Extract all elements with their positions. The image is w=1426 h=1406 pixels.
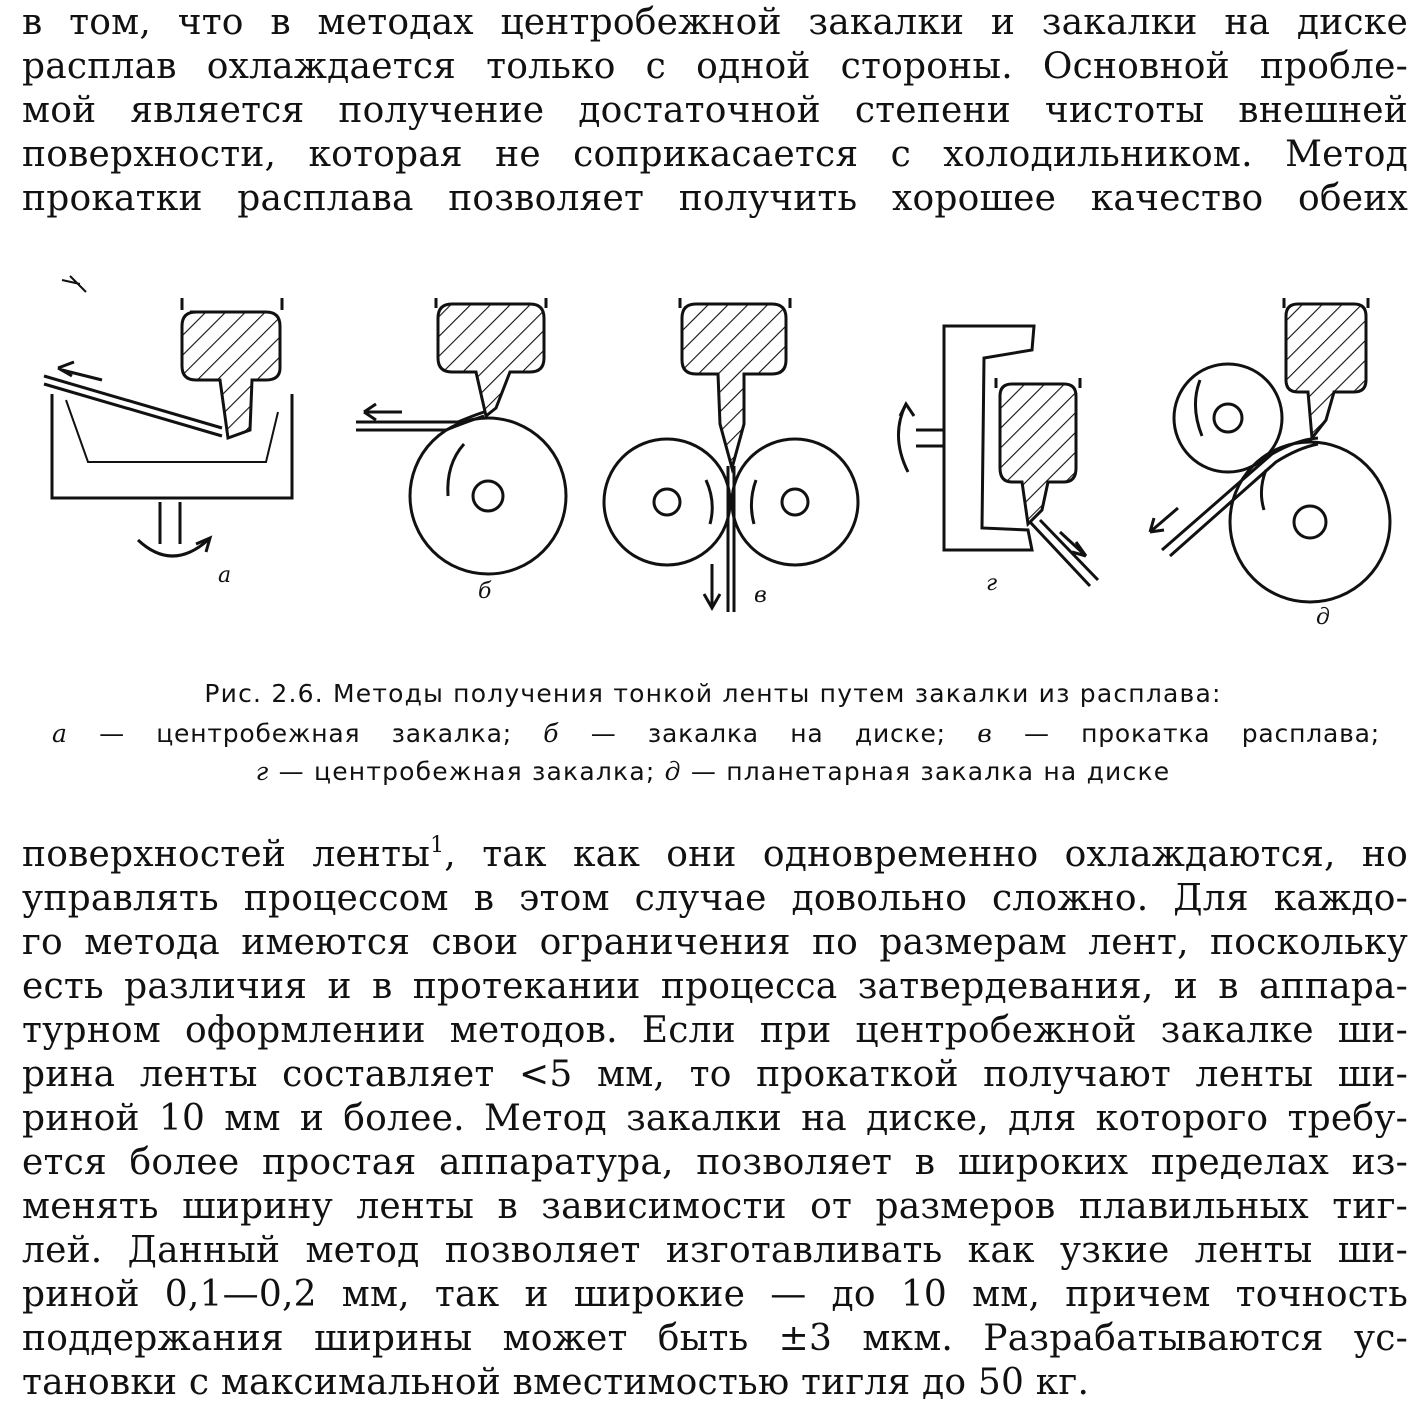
- panel-label-d: д: [1316, 605, 1330, 630]
- text-bottom-line: риной 0,1—0,2 мм, так и широкие — до 10 мм, причем точность: [22, 1274, 1408, 1315]
- diagram-panel-v: [604, 298, 858, 612]
- caption-item-b: — закалка на диске;: [590, 719, 946, 748]
- panel-label-a: а: [218, 563, 232, 588]
- caption-item-v: — прокатка расплава;: [1023, 719, 1381, 748]
- text-bottom-line: го метода имеются свои ограничения по размерам лент, поскольку: [22, 922, 1408, 963]
- caption-item-d: — планетарная закалка на диске: [690, 757, 1171, 786]
- figure-2-6: [0, 240, 1426, 660]
- caption-letter-g: г: [255, 757, 270, 786]
- diagram-panel-g: [898, 326, 1098, 596]
- text-top-line: мой является получение достаточной степени чистоты внешней: [22, 90, 1408, 131]
- panel-label-g: г: [986, 571, 998, 596]
- figure-caption-title: Рис. 2.6. Методы получения тонкой ленты путем закалки из расплава:: [204, 679, 1222, 708]
- text-top-line: в том, что в методах центробежной закалки и закалки на диске: [22, 2, 1408, 43]
- footnote-marker: 1: [430, 833, 445, 858]
- text-bottom-line: [22, 832, 1408, 878]
- figure-caption-line: [52, 718, 1380, 750]
- text-top-line: прокатки расплава позволяет получить хорошее качество обеих: [22, 178, 1408, 219]
- diagram-panel-a: [44, 276, 292, 588]
- text-bottom-line: рина ленты составляет <5 мм, то прокаткой получают ленты ши-: [22, 1054, 1408, 1095]
- panel-label-b: б: [478, 579, 492, 604]
- text-bottom-line: ется более простая аппаратура, позволяет в широких пределах из-: [22, 1142, 1408, 1183]
- caption-letter-a: а: [52, 719, 68, 748]
- diagram-panel-d: [1150, 298, 1390, 630]
- text-bottom-line: поддержания ширины может быть ±3 мкм. Разрабатываются ус-: [22, 1318, 1408, 1359]
- figure-drawing: [0, 240, 1426, 660]
- caption-letter-v: в: [977, 719, 993, 748]
- text-bottom-line: риной 10 мм и более. Метод закалки на диске, для которого требу-: [22, 1098, 1408, 1139]
- text-bottom-line: лей. Данный метод позволяет изготавливать как узкие ленты ши-: [22, 1230, 1408, 1271]
- figure-caption-line: [0, 756, 1426, 788]
- text-fragment: , так как они одновременно охлаждаются, но: [444, 834, 1408, 875]
- text-bottom-line: менять ширину ленты в зависимости от размеров плавильных тиг-: [22, 1186, 1408, 1227]
- diagram-panel-b: [356, 298, 566, 604]
- text-top-line: поверхности, которая не соприкасается с холодильником. Метод: [22, 134, 1408, 175]
- caption-item-a: — центробежная закалка;: [99, 719, 512, 748]
- text-bottom-line: турном оформлении методов. Если при центробежной закалке ши-: [22, 1010, 1408, 1051]
- caption-letter-b: б: [543, 719, 560, 748]
- text-bottom-line: тановки с максимальной вместимостью тигля до 50 кг.: [22, 1362, 1090, 1403]
- caption-letter-d: д: [664, 757, 682, 786]
- text-bottom-line: управлять процессом в этом случае довольно сложно. Для каждо-: [22, 878, 1408, 919]
- text-bottom-line: есть различия и в протекании процесса затвердевания, и в аппара-: [22, 966, 1408, 1007]
- text-top-line: расплав охлаждается только с одной стороны. Основной пробле-: [22, 46, 1408, 87]
- panel-label-v: в: [754, 583, 767, 608]
- caption-item-g: — центробежная закалка;: [278, 757, 656, 786]
- text-fragment: поверхностей ленты: [22, 834, 431, 875]
